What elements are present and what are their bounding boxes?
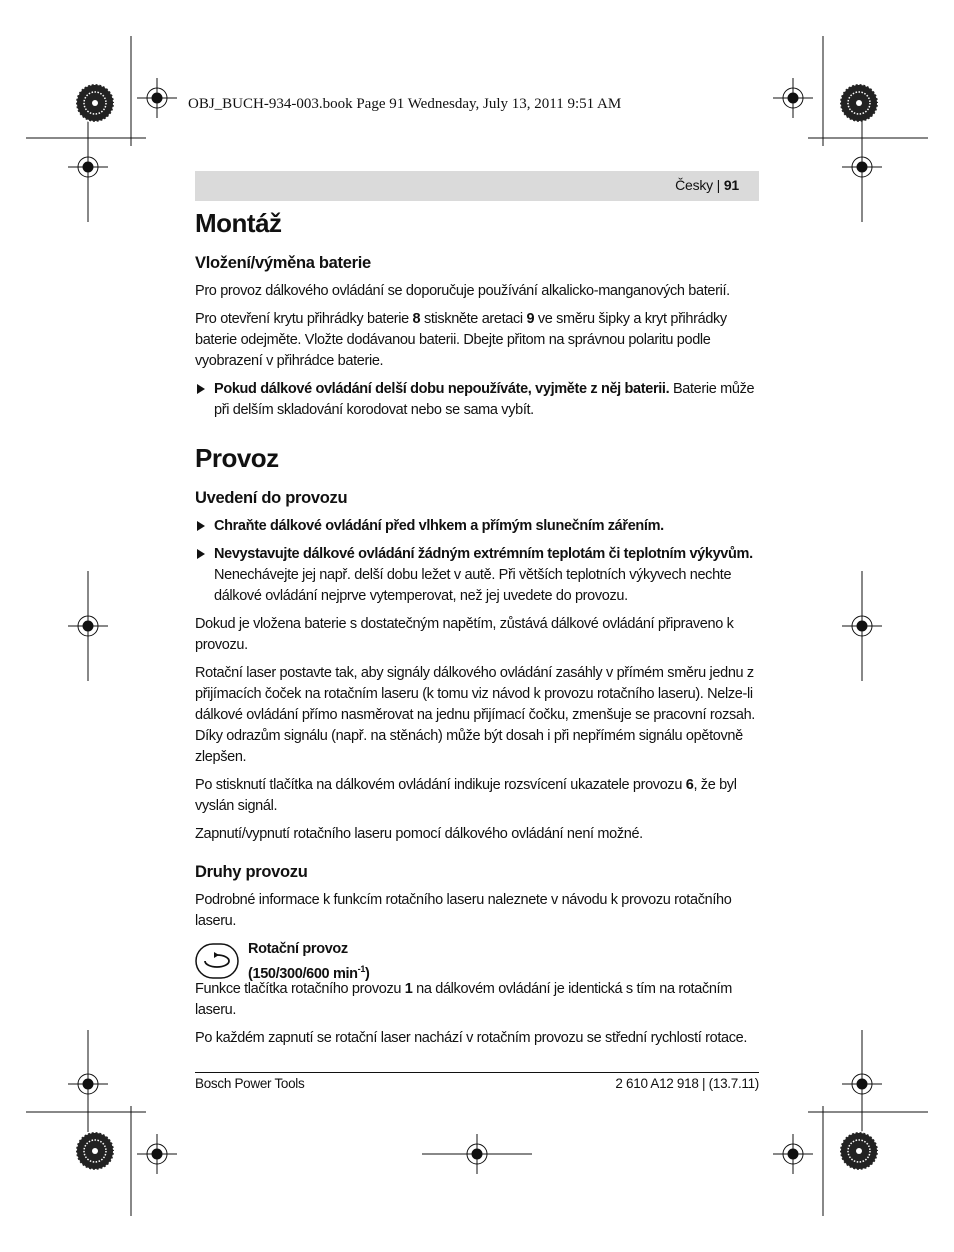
battery-warning-bullet — [195, 379, 759, 421]
start-paragraph-1: Dokud je vložena baterie s dostatečným napětím, zůstává dálkové ovládání připraveno k provozu. — [195, 616, 734, 653]
mode-name: Rotační provoz — [248, 941, 348, 957]
print-slug: OBJ_BUCH-934-003.book Page 91 Wednesday, July 13, 2011 9:51 AM — [188, 96, 622, 112]
rotation-mode-row — [195, 939, 759, 982]
text: na dálkovém ovládání je identická s tím na rotačním laseru. — [195, 981, 732, 1018]
text: Po stisknutí tlačítka na dálkovém ovládání indikuje rozsvícení ukazatele provozu — [195, 777, 686, 793]
warning-text: Nenechávejte jej např. delší dobu ležet v autě. Při větších teplotních výkyvech nechte dálkové ovládání nejprve vytemperovat, než jej uvedete do provozu. — [214, 567, 732, 604]
subheading-start: Uvedení do provozu — [195, 489, 348, 507]
text: stiskněte aretaci — [420, 311, 527, 327]
footer-doc-number: 2 610 A12 918 | (13.7.11) — [615, 1076, 759, 1091]
bullet-arrow-icon — [197, 521, 205, 531]
section-title-provoz: Provoz — [195, 443, 279, 473]
subheading-modes: Druhy provozu — [195, 863, 308, 881]
footer-brand: Bosch Power Tools — [195, 1076, 305, 1091]
speeds-text: (150/300/600 min — [248, 965, 358, 982]
modes-paragraph-3: Po každém zapnutí se rotační laser nachází v rotačním provozu se střední rychlostí rotace. — [195, 1030, 747, 1046]
header-text — [675, 177, 739, 193]
ref-number: 1 — [404, 981, 413, 997]
page-header — [195, 171, 759, 201]
warning-bold: Chraňte dálkové ovládání před vlhkem a přímým slunečním zářením. — [214, 518, 664, 534]
text: , že byl vyslán signál. — [195, 777, 737, 814]
text: Funkce tlačítka rotačního provozu — [195, 981, 405, 997]
section-title-montaz: Montáž — [195, 208, 282, 238]
subheading-battery: Vložení/výměna baterie — [195, 254, 371, 272]
start-bullet-2 — [195, 544, 759, 607]
footer-rule — [195, 1072, 759, 1073]
speeds-exponent: -1 — [357, 964, 365, 974]
rotation-mode-title — [248, 939, 369, 984]
rotation-mode-icon — [195, 943, 239, 979]
start-paragraph-2: Rotační laser postavte tak, aby signály dálkového ovládání zasáhly v přímém směru jednu z přijímacích čoček na rotačním laseru (k tomu viz návod k provozu rotačního laseru). Nelze-li dálkové ovládání přímo nasměrovat na jednu přijímací čočku, zmenšuje se pracovní rozsah. Díky odrazům signálu (např. na stěnách) může být dosah i při nepřímém signálu opětovně zlepšen. — [195, 665, 755, 765]
header-separator: | — [712, 177, 724, 193]
ref-number: 9 — [526, 311, 535, 327]
warning-bold: Nevystavujte dálkové ovládání žádným extrémním teplotám či teplotním výkyvům. — [214, 546, 753, 562]
bullet-arrow-icon — [197, 549, 205, 559]
page-number: 91 — [723, 177, 739, 193]
page-content — [195, 206, 759, 1056]
speeds-close: ) — [364, 965, 370, 982]
text: ve směru šipky a kryt přihrádky baterie odejměte. Vložte dodávanou baterii. Dbejte přitom na správnou polaritu podle vyobrazení v přihrádce baterie. — [195, 311, 727, 369]
warning-text: Baterie může při delším skladování korodovat nebo se sama vybít. — [214, 381, 755, 418]
bullet-arrow-icon — [197, 384, 205, 394]
start-paragraph-3 — [195, 775, 759, 817]
ref-number: 6 — [685, 777, 694, 793]
header-language: Česky — [675, 177, 713, 193]
modes-paragraph-2 — [195, 979, 759, 1021]
ref-number: 8 — [412, 311, 421, 327]
warning-bold: Pokud dálkové ovládání delší dobu nepoužíváte, vyjměte z něj baterii. — [214, 381, 670, 397]
mode-speeds — [248, 959, 369, 984]
start-bullet-1 — [195, 516, 759, 537]
modes-paragraph-1: Podrobné informace k funkcím rotačního laseru naleznete v návodu k provozu rotačního laseru. — [195, 892, 732, 929]
battery-paragraph-1: Pro provoz dálkového ovládání se doporučuje používání alkalicko-manganových baterií. — [195, 283, 730, 299]
text: Pro otevření krytu přihrádky baterie — [195, 311, 413, 327]
battery-paragraph-2 — [195, 309, 759, 372]
start-paragraph-4: Zapnutí/vypnutí rotačního laseru pomocí dálkového ovládání není možné. — [195, 826, 643, 842]
